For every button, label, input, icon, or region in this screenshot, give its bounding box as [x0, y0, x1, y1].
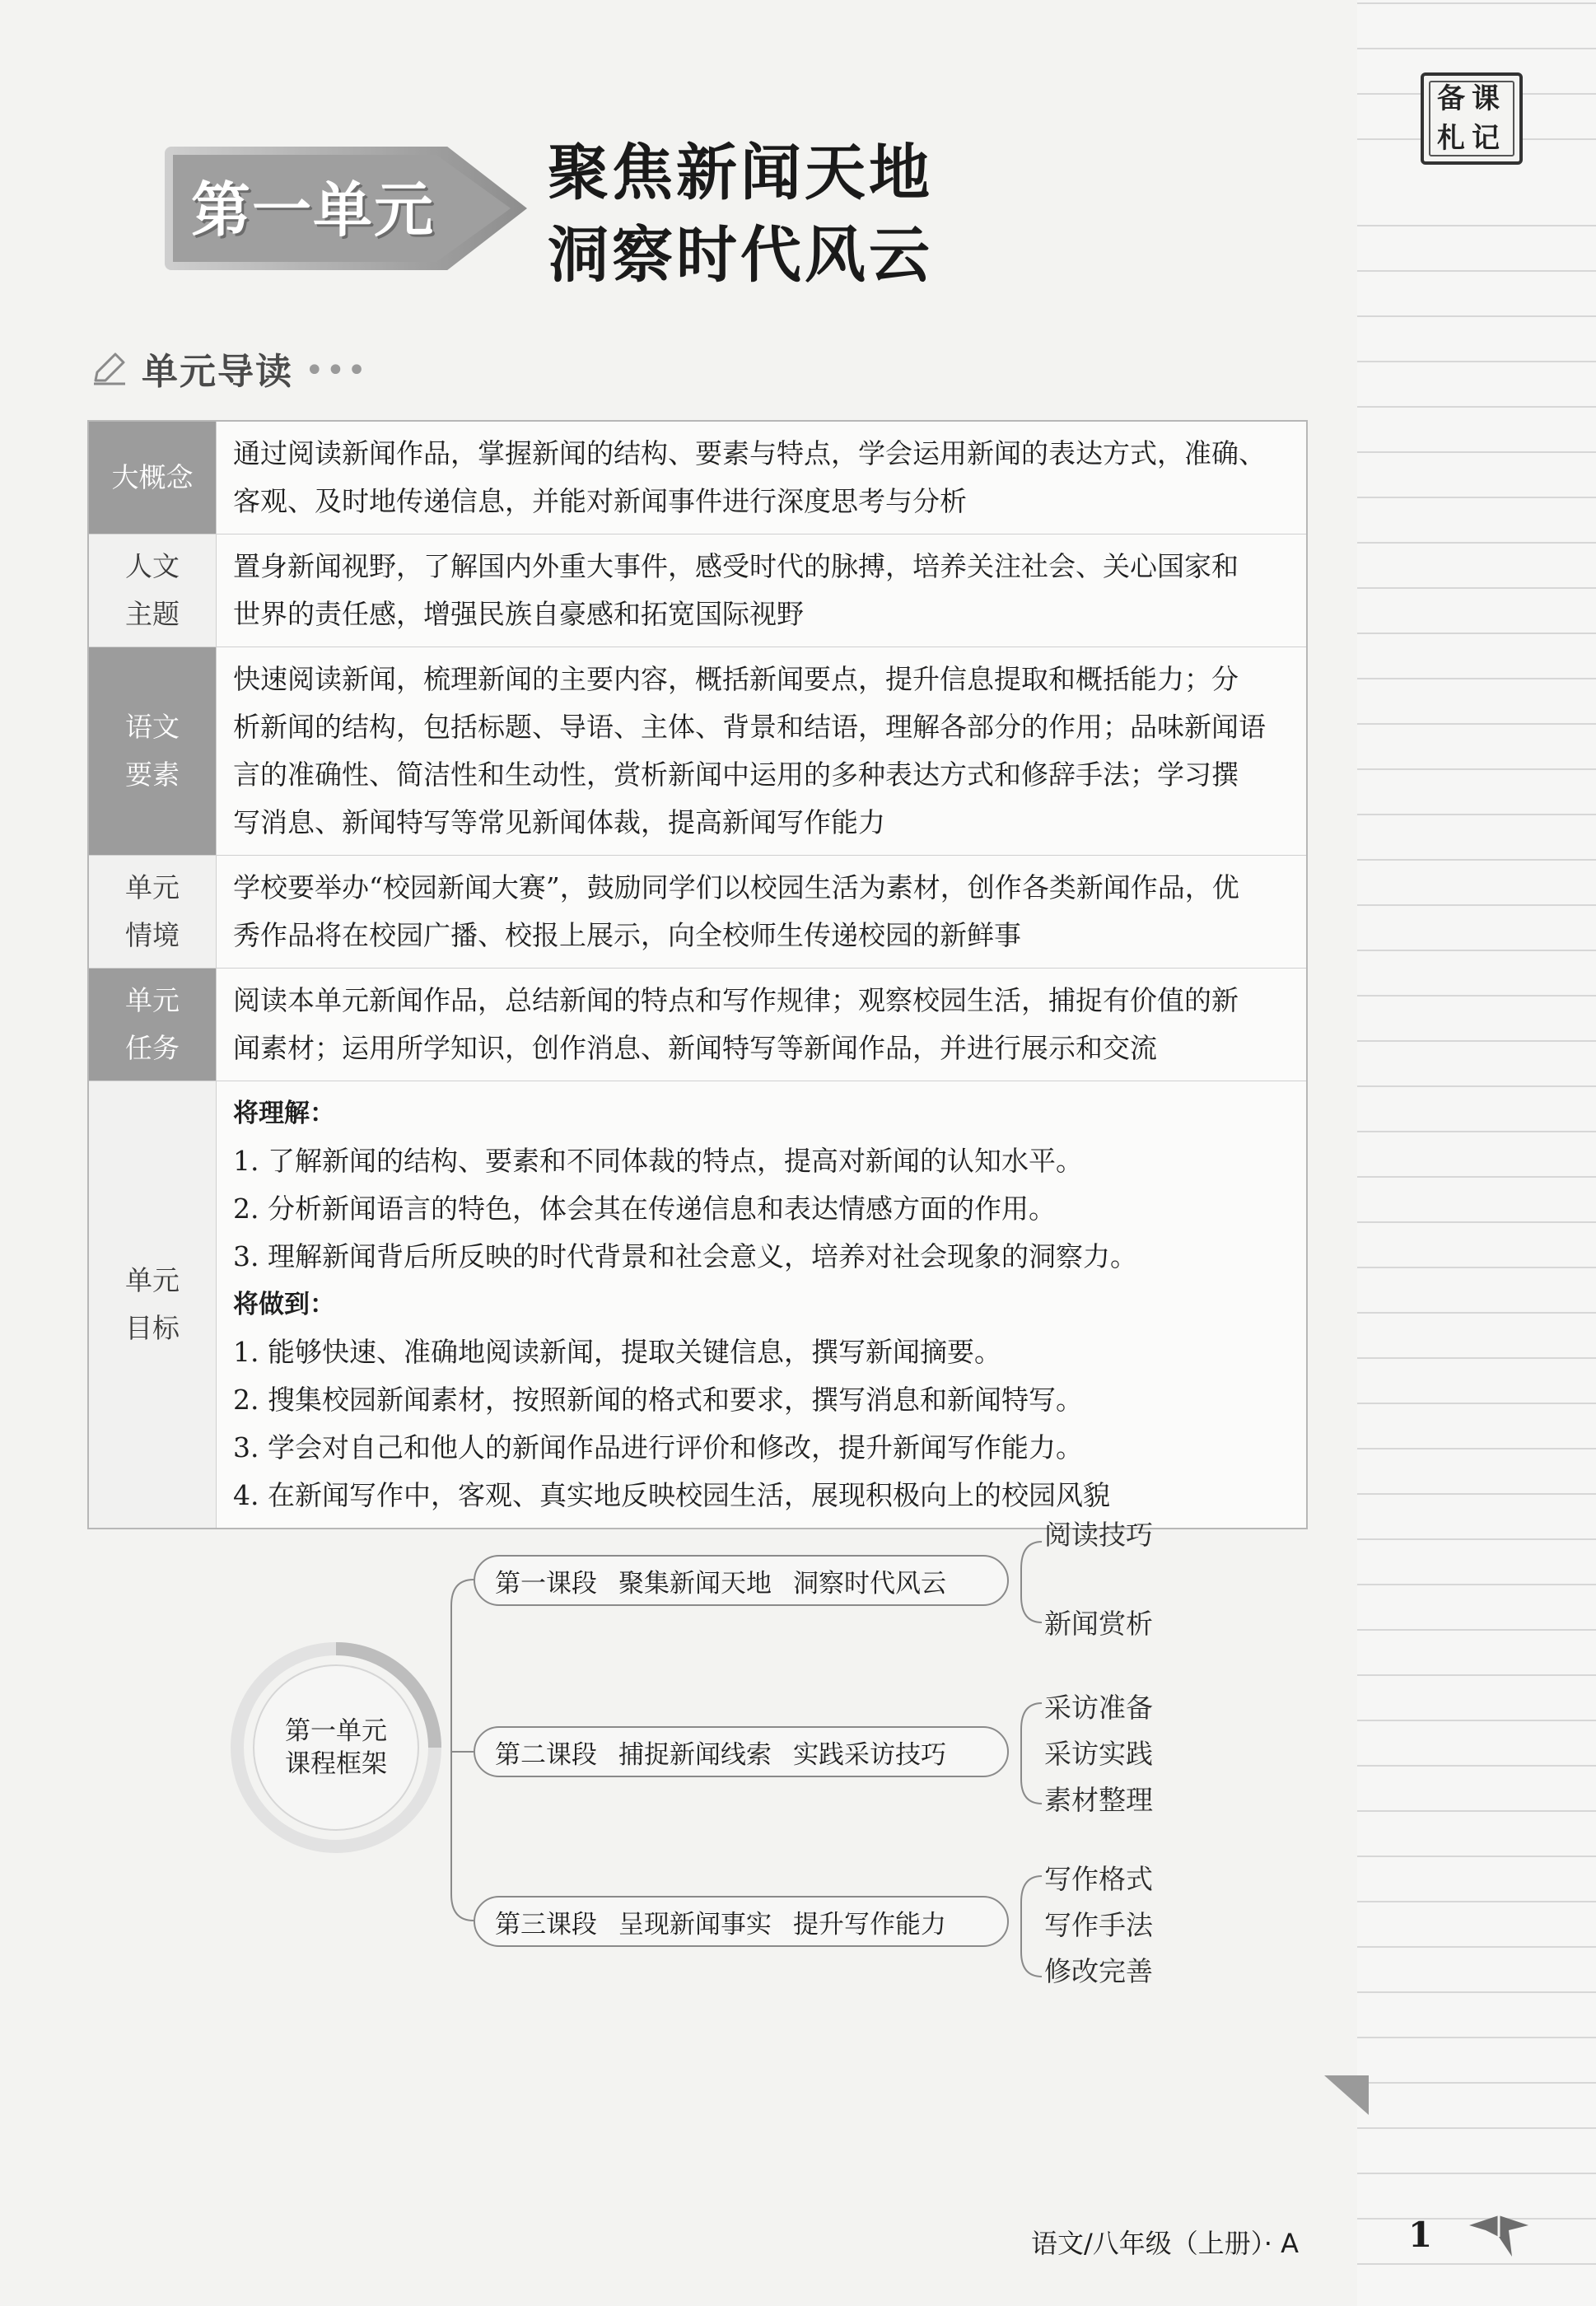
stage-title-a: 聚集新闻天地	[618, 1568, 772, 1599]
row-content-line: 通过阅读新闻作品，掌握新闻的结构、要素与特点，学会运用新闻的表达方式，准确、	[233, 437, 1266, 469]
goal-item: 3. 理解新闻背后所反映的时代背景和社会意义，培养对社会现象的洞察力。	[233, 1240, 1137, 1272]
row-content-line: 言的准确性、简洁性和生动性，赏析新闻中运用的多种表达方式和修辞手法；学习撰	[233, 759, 1239, 791]
section-title: 单元导读	[142, 351, 293, 393]
framework-sub-1-2: 新闻赏析	[1044, 1608, 1153, 1640]
row-content-line: 置身新闻视野，了解国内外重大事件，感受时代的脉搏，培养关注社会、关心国家和	[233, 550, 1239, 582]
goal-item: 2. 搜集校园新闻素材，按照新闻的格式和要求，撰写消息和新闻特写。	[233, 1384, 1083, 1416]
framework-stage-2	[474, 1726, 1009, 1777]
framework-center-line-1: 第一单元	[285, 1716, 387, 1746]
framework-sub-3-3: 修改完善	[1044, 1955, 1153, 1987]
goal-heading: 将做到：	[233, 1290, 335, 1319]
framework-center-label	[262, 1715, 410, 1781]
framework-sub-2-1: 采访准备	[1044, 1692, 1153, 1724]
stage-title-b: 洞察时代风云	[793, 1568, 946, 1599]
row-label-line: 主题	[125, 598, 180, 630]
row-label-line: 单元	[125, 984, 180, 1016]
row-label-line: 单元	[125, 1264, 180, 1296]
stage-title-a: 呈现新闻事实	[618, 1909, 772, 1940]
row-label-line: 要素	[125, 759, 180, 791]
stage-number: 第三课段	[495, 1909, 597, 1940]
framework-center-line-2: 课程框架	[285, 1749, 387, 1779]
framework-stage-1	[474, 1555, 1009, 1606]
row-label-line: 任务	[125, 1032, 180, 1064]
framework-sub-bracket-2	[1021, 1703, 1042, 1804]
goal-item: 3. 学会对自己和他人的新闻作品进行评价和修改，提升新闻写作能力。	[233, 1431, 1083, 1463]
row-label-line: 情境	[125, 919, 180, 951]
footer-book-info: 语文/八年级（上册）· A	[1031, 2228, 1300, 2259]
row-label-line: 大概念	[111, 461, 194, 493]
row-content-line: 世界的责任感，增强民族自豪感和拓宽国际视野	[233, 598, 804, 630]
notes-badge-line-1: 备课	[1437, 82, 1506, 115]
framework-sub-2-2: 采访实践	[1044, 1738, 1153, 1770]
unit-title-line-2: 洞察时代风云	[548, 220, 933, 291]
dots-icon: •••	[305, 352, 368, 390]
goal-item: 1. 能够快速、准确地阅读新闻，提取关键信息，撰写新闻摘要。	[233, 1336, 1001, 1368]
row-content-line: 写消息、新闻特写等常见新闻体裁，提高新闻写作能力	[233, 806, 885, 838]
framework-trunk-line	[451, 1580, 474, 1921]
stage-number: 第一课段	[495, 1568, 597, 1599]
framework-sub-bracket-1	[1021, 1542, 1042, 1622]
stage-number: 第二课段	[495, 1739, 597, 1770]
framework-sub-bracket-3	[1021, 1876, 1042, 1977]
framework-sub-3-2: 写作手法	[1044, 1909, 1153, 1941]
row-content-line: 析新闻的结构，包括标题、导语、主体、背景和结语，理解各部分的作用；品味新闻语	[233, 711, 1266, 743]
corner-ribbon-icon	[1466, 2212, 1532, 2262]
framework-sub-1-1: 阅读技巧	[1044, 1519, 1153, 1551]
page-number: 1	[1408, 2215, 1433, 2255]
row-label-line: 单元	[125, 871, 180, 903]
row-content-line: 闻素材；运用所学知识，创作消息、新闻特写等新闻作品，并进行展示和交流	[233, 1032, 1157, 1064]
row-label-line: 目标	[125, 1312, 180, 1344]
row-content-line: 学校要举办“校园新闻大赛”，鼓励同学们以校园生活为素材，创作各类新闻作品，优	[233, 871, 1239, 903]
goal-item: 4. 在新闻写作中，客观、真实地反映校园生活，展现积极向上的校园风貌	[233, 1479, 1110, 1511]
stage-title-a: 捕捉新闻线索	[618, 1739, 772, 1770]
row-content-line: 客观、及时地传递信息，并能对新闻事件进行深度思考与分析	[233, 485, 967, 517]
row-content-line: 阅读本单元新闻作品，总结新闻的特点和写作规律；观察校园生活，捕捉有价值的新	[233, 984, 1239, 1016]
row-content-line: 快速阅读新闻，梳理新闻的主要内容，概括新闻要点，提升信息提取和概括能力；分	[233, 663, 1239, 695]
row-content-line: 秀作品将在校园广播、校报上展示，向全校师生传递校园的新鲜事	[233, 919, 1021, 951]
stage-title-b: 实践采访技巧	[793, 1739, 946, 1770]
row-label-line: 人文	[125, 550, 180, 582]
framework-stage-3	[474, 1896, 1009, 1947]
stage-title-b: 提升写作能力	[793, 1909, 946, 1940]
framework-sub-2-3: 素材整理	[1044, 1784, 1153, 1816]
goal-heading: 将理解：	[233, 1099, 335, 1128]
notes-badge-line-2: 札记	[1437, 122, 1506, 155]
goal-item: 1. 了解新闻的结构、要素和不同体裁的特点，提高对新闻的认知水平。	[233, 1145, 1083, 1177]
framework-sub-3-1: 写作格式	[1044, 1863, 1153, 1895]
goal-item: 2. 分析新闻语言的特色，体会其在传递信息和表达情感方面的作用。	[233, 1193, 1056, 1225]
row-label-line: 语文	[125, 711, 180, 743]
page-fold-icon	[1323, 2072, 1372, 2118]
unit-label: 第一单元	[191, 175, 436, 245]
unit-title-line-1: 聚焦新闻天地	[548, 138, 933, 208]
